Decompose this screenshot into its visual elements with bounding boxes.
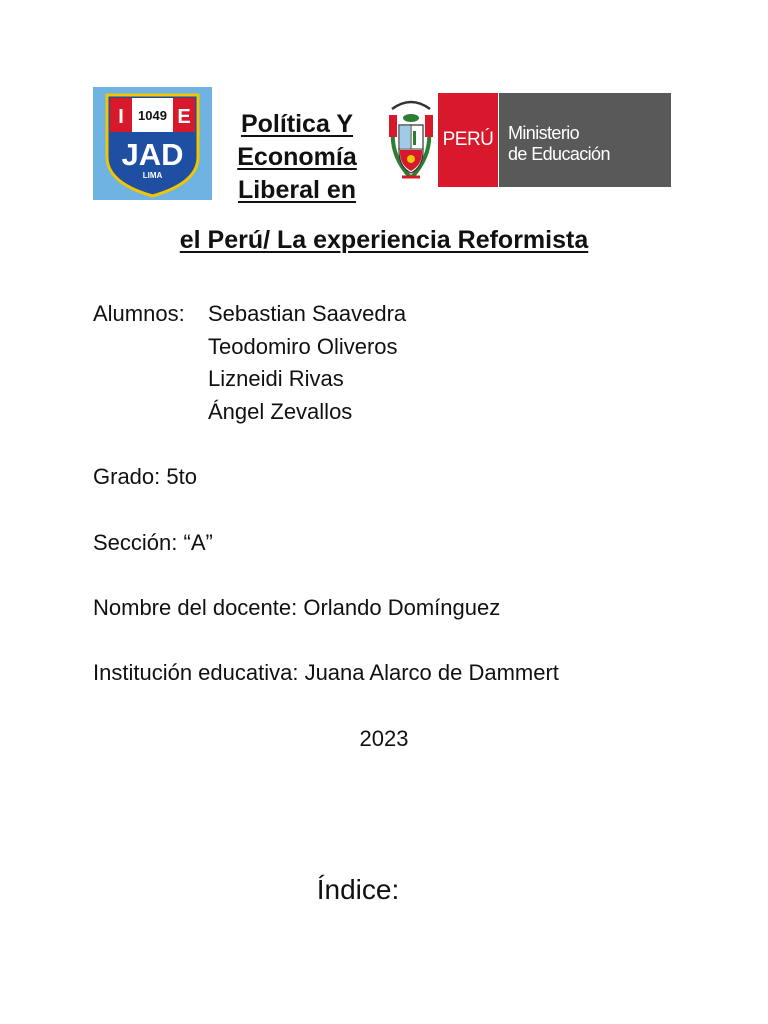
- title-line-3: Liberal en: [237, 176, 357, 204]
- grade: Grado: 5to: [93, 464, 197, 489]
- student-3: Lizneidi Rivas: [208, 366, 344, 391]
- index-heading: Índice:: [316, 874, 400, 905]
- title-line-2: Economía: [237, 143, 357, 171]
- ministry-logo: [384, 93, 671, 187]
- student-1: Sebastian Saavedra: [208, 301, 407, 326]
- school-logo: [93, 87, 212, 200]
- title-line-1: Política Y: [240, 110, 354, 138]
- students-label: Alumnos:: [93, 301, 185, 326]
- coat-of-arms-icon: [384, 93, 438, 187]
- peru-label: PERÚ: [438, 93, 498, 187]
- student-4: Ángel Zevallos: [208, 399, 353, 424]
- ministry-line-2: de Educación: [508, 144, 610, 164]
- logo-number: 1049: [138, 108, 167, 123]
- document-title: [215, 108, 379, 207]
- year: 2023: [359, 726, 409, 751]
- logo-left-letter: I: [118, 106, 124, 128]
- logo-acronym: JAD: [121, 137, 184, 172]
- teacher-name: Nombre del docente: Orlando Domínguez: [93, 595, 501, 620]
- student-2: Teodomiro Oliveros: [208, 334, 398, 359]
- institution: Institución educativa: Juana Alarco de Dammert: [93, 660, 559, 685]
- ministry-label: [499, 93, 671, 187]
- logo-right-letter: E: [177, 106, 191, 128]
- title-line-4: el Perú/ La experiencia Reformista: [179, 226, 589, 254]
- logo-city: LIMA: [142, 171, 163, 180]
- ministry-line-1: Ministerio: [508, 123, 580, 143]
- section: Sección: “A”: [93, 530, 213, 555]
